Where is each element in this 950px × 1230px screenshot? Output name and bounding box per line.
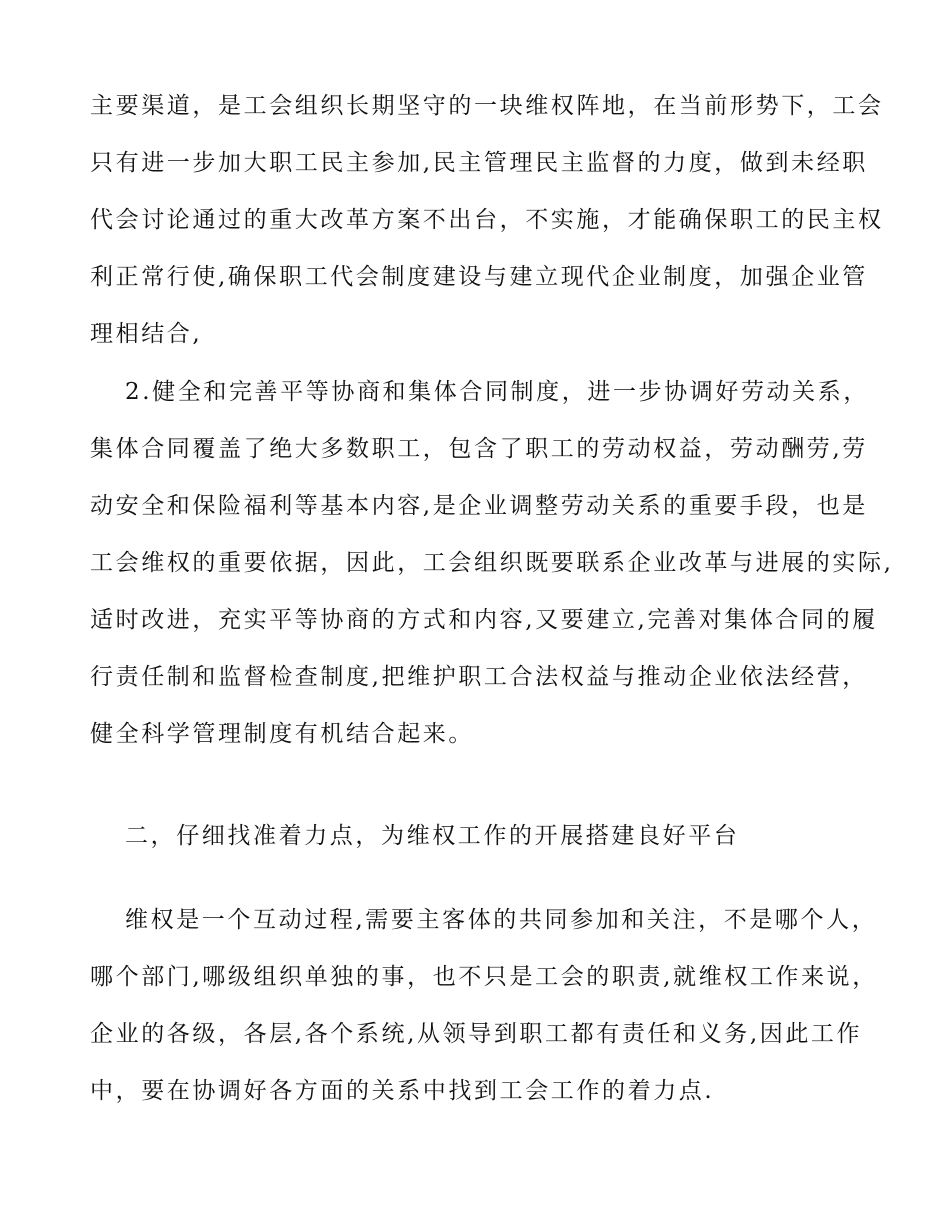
paragraph-line: 理相结合, [90,321,203,347]
paragraph-line: 只有进一步加大职工民主参加,民主管理民主监督的力度，做到未经职 [90,150,868,176]
paragraph-line: 适时改进，充实平等协商的方式和内容,又要建立,完善对集体合同的履 [90,607,878,633]
paragraph-line: 2.健全和完善平等协商和集体合同制度，进一步协调好劳动关系， [125,379,869,405]
paragraph-line: 主要渠道，是工会组织长期坚守的一块维权阵地，在当前形势下，工会 [90,93,884,119]
paragraph-line: 集体合同覆盖了绝大多数职工，包含了职工的劳动权益，劳动酬劳,劳 [90,436,868,462]
paragraph-line: 动安全和保险福利等基本内容,是企业调整劳动关系的重要手段，也是 [90,493,868,519]
section-heading: 二，仔细找准着力点，为维权工作的开展搭建良好平台 [125,823,740,849]
paragraph-line: 哪个部门,哪级组织单独的事，也不只是工会的职责,就维权工作来说， [90,964,878,990]
paragraph-line: 中，要在协调好各方面的关系中找到工会工作的着力点. [90,1078,715,1104]
paragraph-line: 利正常行使,确保职工代会制度建设与建立现代企业制度，加强企业管 [90,264,868,290]
paragraph-line: 工会维权的重要依据，因此，工会组织既要联系企业改革与进展的实际, [90,550,894,576]
paragraph-line: 代会讨论通过的重大改革方案不出台，不实施，才能确保职工的民主权 [90,207,884,233]
paragraph-line: 健全科学管理制度有机结合起来。 [90,721,474,747]
paragraph-line: 企业的各级，各层,各个系统,从领导到职工都有责任和义务,因此工作 [90,1021,863,1047]
paragraph-line: 维权是一个互动过程,需要主客体的共同参加和关注，不是哪个人， [125,907,878,933]
paragraph-line: 行责任制和监督检查制度,把维护职工合法权益与推动企业依法经营， [90,664,868,690]
